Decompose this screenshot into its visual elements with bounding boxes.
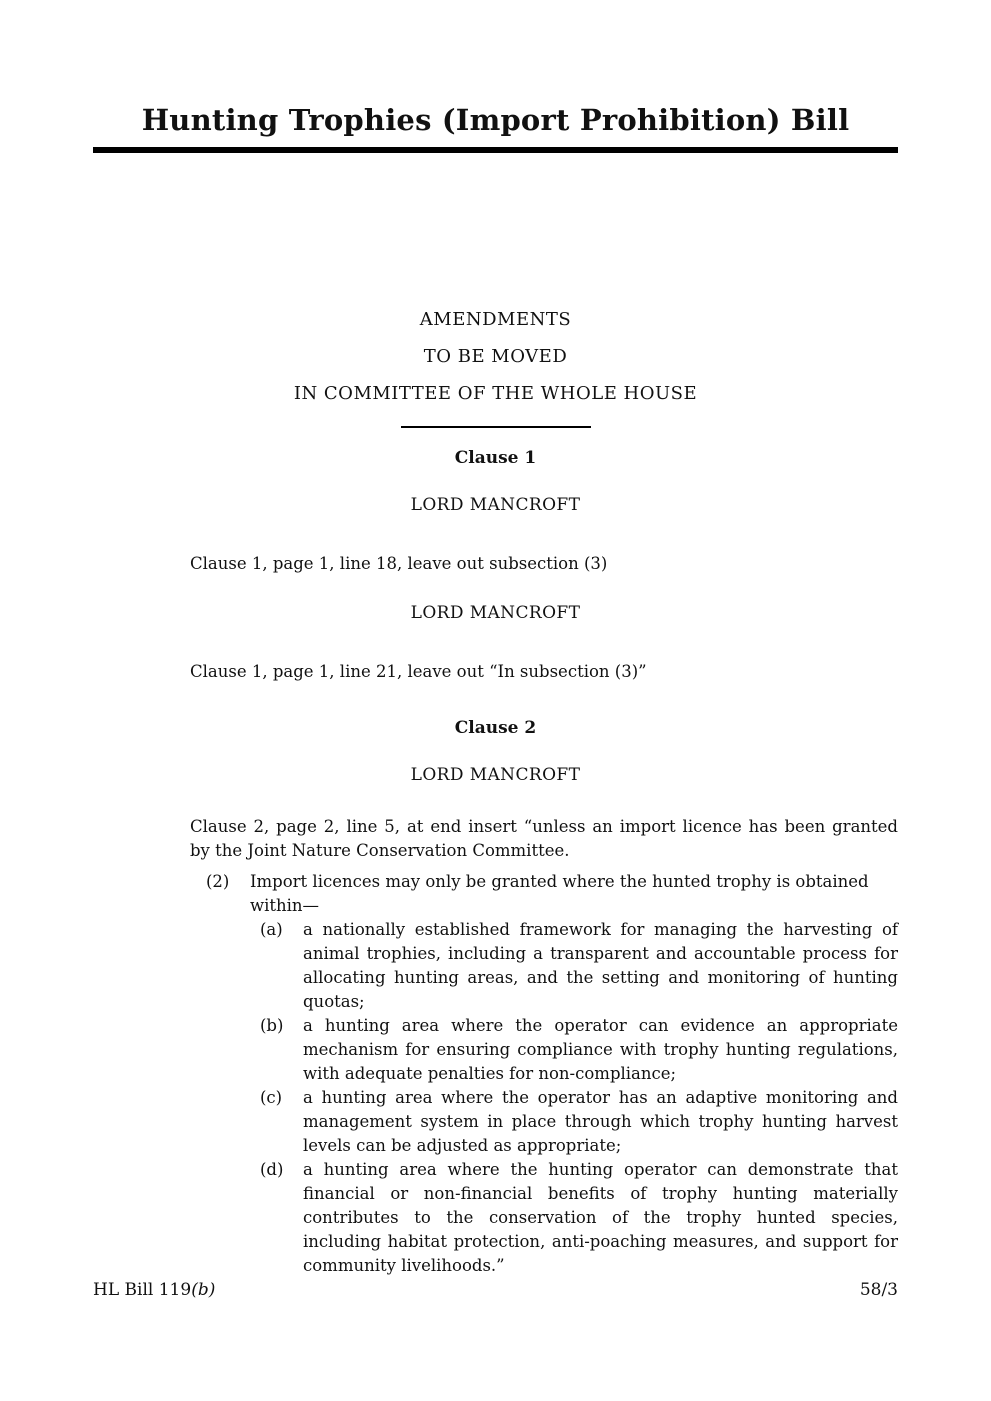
- list-item-c: [190, 1086, 898, 1158]
- list-item-d: [190, 1158, 898, 1278]
- stage-heading-line-to-be-moved: TO BE MOVED: [423, 346, 568, 367]
- list-item-b-label: (b): [260, 1016, 284, 1035]
- bill-number-suffix: (b): [191, 1280, 216, 1300]
- stage-heading-line-amendments: AMENDMENTS: [419, 309, 572, 330]
- clause-1-mover-2: LORD MANCROFT: [410, 603, 581, 623]
- clause-2-amendment-lead-in: Clause 2, page 2, line 5, at end insert “unless an import licence has been granted by the Joint Nature Conservation Committee.: [190, 817, 898, 860]
- clause-2-heading: Clause 2: [454, 718, 537, 738]
- list-item-b: [190, 1014, 898, 1086]
- clause-1-mover-1: LORD MANCROFT: [410, 495, 581, 515]
- clause-1-amendment-2: Clause 1, page 1, line 21, leave out “In subsection (3)”: [190, 662, 647, 681]
- list-item-d-label: (d): [260, 1160, 284, 1179]
- clause-1-heading: Clause 1: [454, 448, 537, 468]
- list-item-c-label: (c): [260, 1088, 283, 1107]
- page-title: Hunting Trophies (Import Prohibition) Bill: [141, 103, 850, 137]
- title-double-rule: [93, 147, 898, 153]
- stage-heading-line-committee: IN COMMITTEE OF THE WHOLE HOUSE: [293, 383, 698, 404]
- list-item-b-text: a hunting area where the operator can evidence an appropriate mechanism for ensuring compliance with trophy hunting regulations, with adequate penalties for non-compliance;: [303, 1016, 898, 1083]
- subsection-2: [190, 870, 898, 918]
- bill-number: [93, 1278, 215, 1302]
- list-item-d-text: a hunting area where the hunting operator can demonstrate that financial or non-financial benefits of trophy hunting materially contributes to the conservation of the trophy hunted species, including habitat protection, anti-poaching measures, and support for community livelihoods.”: [303, 1160, 898, 1275]
- list-item-a-text: a nationally established framework for managing the harvesting of animal trophies, including a transparent and accountable process for allocating hunting areas, and the setting and monitoring of hunting quotas;: [303, 920, 898, 1011]
- list-item-a-label: (a): [260, 920, 283, 939]
- subsection-2-text: Import licences may only be granted where the hunted trophy is obtained within—: [250, 872, 869, 915]
- bill-number-main: HL Bill 119: [93, 1280, 192, 1300]
- subsection-2-number: (2): [206, 872, 230, 891]
- stage-heading-rule: [401, 426, 591, 428]
- clause-2-mover: LORD MANCROFT: [410, 765, 581, 785]
- amendment-paper-number: 58/3: [859, 1280, 898, 1300]
- page-footer: [93, 1278, 898, 1302]
- list-item-c-text: a hunting area where the operator has an adaptive monitoring and management system in place through which trophy hunting harvest levels can be adjusted as appropriate;: [303, 1088, 898, 1155]
- stage-heading: [93, 301, 898, 412]
- clause-1-amendment-1: Clause 1, page 1, line 18, leave out subsection (3): [190, 554, 608, 573]
- list-item-a: [190, 918, 898, 1014]
